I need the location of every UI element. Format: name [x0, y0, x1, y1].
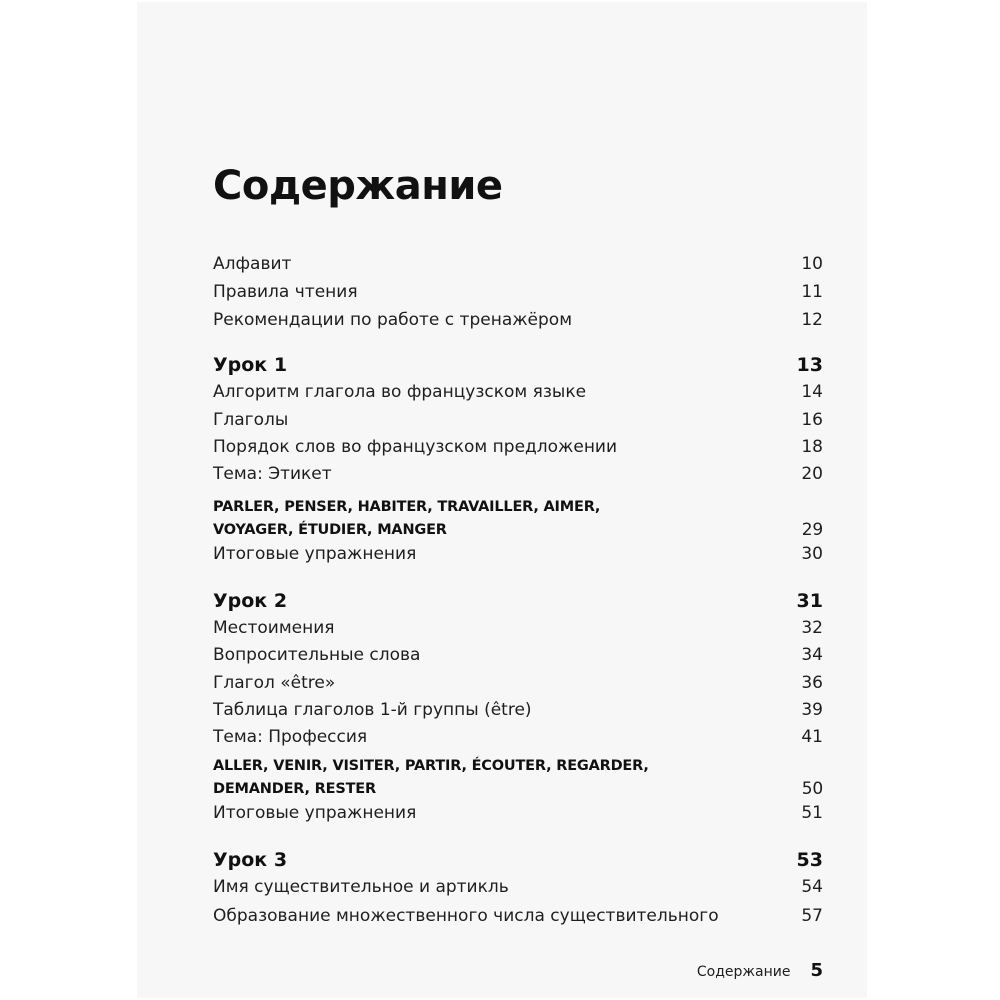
toc-entry-label: Тема: Профессия — [213, 727, 368, 747]
toc-entry-label: Вопросительные слова — [213, 645, 421, 665]
toc-entry-page: 30 — [801, 544, 823, 564]
verbs-line: PARLER, PENSER, HABITER, TRAVAILLER, AIMER, — [213, 499, 601, 515]
lesson-title: Урок 2 — [213, 590, 288, 612]
toc-entry-label: Глаголы — [213, 410, 289, 430]
toc-entry-page: 51 — [801, 803, 823, 823]
toc-entry-label: Глагол «être» — [213, 673, 336, 693]
toc-entry-label: Алгоритм глагола во французском языке — [213, 382, 587, 402]
toc-entry-label: Итоговые упражнения — [213, 803, 417, 823]
toc-entry-page: 10 — [801, 254, 823, 274]
toc-entry-page: 18 — [801, 437, 823, 457]
toc-entry-page: 41 — [801, 727, 823, 747]
toc-entry-page: 50 — [801, 779, 823, 799]
toc-entry-page: 20 — [801, 464, 823, 484]
footer-page-number: 5 — [810, 960, 823, 981]
toc-entry-final-exercises[interactable] — [213, 803, 823, 823]
toc-entry-final-exercises[interactable] — [213, 544, 823, 564]
toc-entry-page: 36 — [801, 673, 823, 693]
toc-entry-page: 39 — [801, 700, 823, 720]
toc-entry-page: 29 — [801, 520, 823, 540]
toc-entry-page: 57 — [801, 906, 823, 926]
toc-entry-page: 12 — [801, 310, 823, 330]
toc-entry[interactable] — [213, 727, 823, 747]
toc-entry-label: Таблица глаголов 1-й группы (être) — [213, 700, 532, 720]
toc-entry[interactable] — [213, 906, 823, 926]
toc-lesson-2[interactable] — [213, 591, 823, 611]
toc-verbs-entry[interactable] — [213, 755, 823, 801]
toc-entry[interactable] — [213, 673, 823, 693]
toc-entry-label: Тема: Этикет — [213, 464, 332, 484]
toc-entry-page: 32 — [801, 618, 823, 638]
toc-entry-alphabet[interactable] — [213, 254, 823, 274]
toc-entry-page: 11 — [801, 282, 823, 302]
toc-entry-label: Алфавит — [213, 254, 292, 274]
lesson-title: Урок 1 — [213, 354, 288, 376]
toc-entry[interactable] — [213, 410, 823, 430]
toc-entry-label: Образование множественного числа существительного — [213, 906, 719, 926]
toc-entry-page: 16 — [801, 410, 823, 430]
verbs-line: VOYAGER, ÉTUDIER, MANGER — [213, 522, 447, 538]
toc-entry-page: 14 — [801, 382, 823, 402]
verbs-line: DEMANDER, RESTER — [213, 781, 376, 797]
toc-entry[interactable] — [213, 618, 823, 638]
toc-entry-reading-rules[interactable] — [213, 282, 823, 302]
toc-lesson-3[interactable] — [213, 850, 823, 870]
lesson-page: 31 — [796, 590, 823, 612]
page-footer — [697, 960, 823, 981]
book-page — [137, 2, 867, 998]
footer-section-title: Содержание — [696, 964, 791, 980]
toc-entry-label: Имя существительное и артикль — [213, 877, 509, 897]
toc-entry-recommendations[interactable] — [213, 310, 823, 330]
toc-entry[interactable] — [213, 464, 823, 484]
lesson-page: 13 — [796, 354, 823, 376]
toc-entry-label: Порядок слов во французском предложении — [213, 437, 618, 457]
lesson-title: Урок 3 — [213, 849, 288, 871]
toc-lesson-1[interactable] — [213, 355, 823, 375]
page-title: Содержание — [213, 163, 503, 209]
toc-entry-label: Рекомендации по работе с тренажёром — [213, 310, 573, 330]
toc-entry[interactable] — [213, 382, 823, 402]
verbs-line: ALLER, VENIR, VISITER, PARTIR, ÉCOUTER, REGARDER, — [213, 758, 649, 774]
toc-entry-label: Правила чтения — [213, 282, 358, 302]
toc-verbs-entry[interactable] — [213, 496, 823, 542]
toc-entry[interactable] — [213, 877, 823, 897]
toc-entry[interactable] — [213, 645, 823, 665]
toc-entry-page: 34 — [801, 645, 823, 665]
toc-entry-page: 54 — [801, 877, 823, 897]
toc-entry-label: Местоимения — [213, 618, 335, 638]
toc-entry[interactable] — [213, 437, 823, 457]
toc-entry[interactable] — [213, 700, 823, 720]
lesson-page: 53 — [796, 849, 823, 871]
toc-entry-label: Итоговые упражнения — [213, 544, 417, 564]
